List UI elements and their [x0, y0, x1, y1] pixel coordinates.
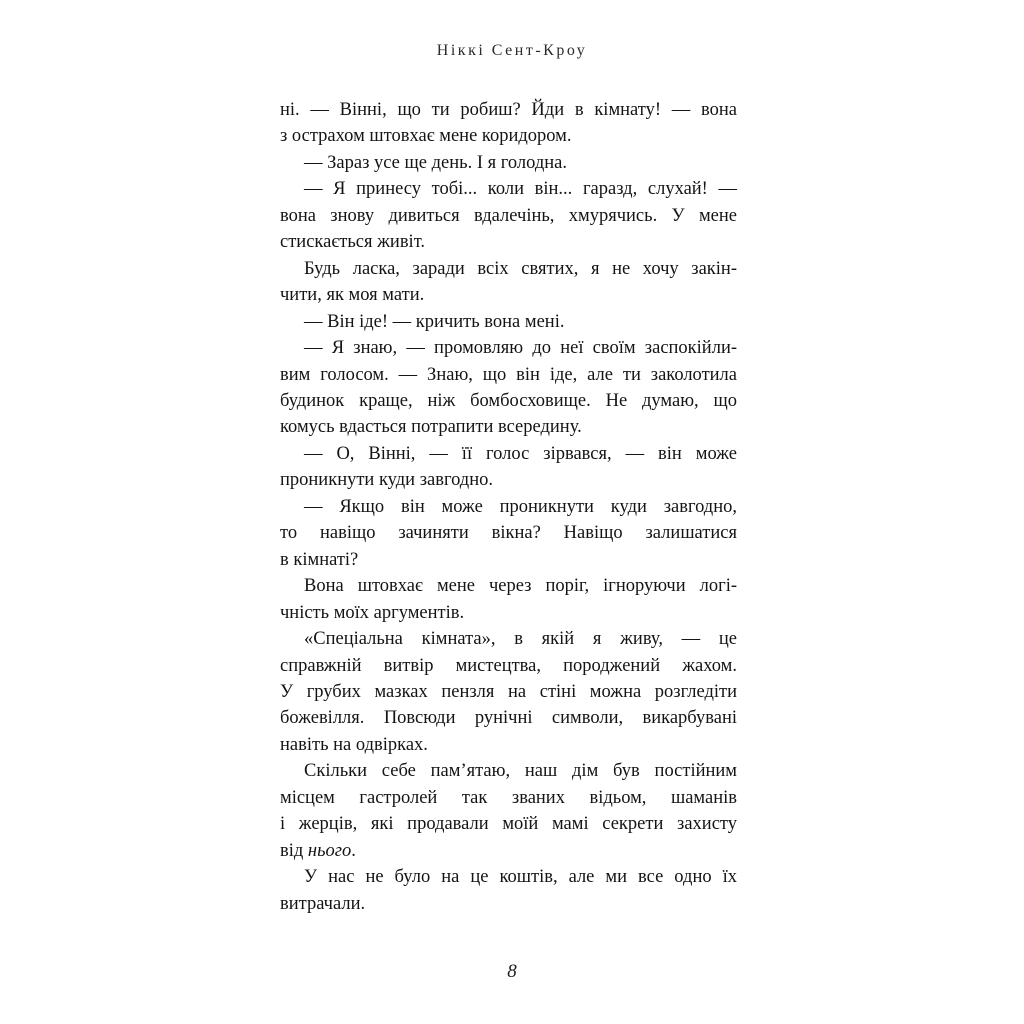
text-line: Вона штовхає мене через поріг, ігноруючи логі- — [304, 576, 737, 597]
text-line: місцем гастролей так званих відьом, шаманів — [280, 787, 737, 808]
text-line: вим голосом. — Знаю, що він іде, але ти заколотила — [280, 364, 737, 385]
text-line: в кімнаті? — [280, 549, 359, 570]
text-line: стискається живіт. — [280, 232, 426, 253]
text-line: — Зараз усе ще день. І я голодна. — [304, 152, 567, 173]
text-line: Будь ласка, заради всіх святих, я не хочу закін- — [304, 258, 737, 279]
text-line: Скільки себе пам’ятаю, наш дім був постійним — [304, 761, 737, 782]
text-line: справжній витвір мистецтва, породжений жахом. — [280, 655, 737, 676]
text-line: чити, як моя мати. — [280, 285, 425, 306]
text-line: — О, Вінні, — її голос зірвався, — він може — [304, 443, 737, 464]
text-line: — Я знаю, — промовляю до неї своїм заспокійли- — [304, 338, 737, 359]
text-line: ні. — Вінні, що ти робиш? Йди в кімнату! — вона — [280, 100, 737, 120]
text-line: проникнути куди завгодно. — [280, 470, 493, 491]
plain-text: . — [351, 840, 356, 861]
text-line: У грубих мазках пензля на стіні можна розгледіти — [280, 681, 737, 702]
text-line — [280, 838, 737, 864]
text-line: чність моїх аргументів. — [280, 602, 465, 623]
text-line: то навіщо зачиняти вікна? Навіщо залишатися — [280, 523, 737, 544]
text-line: «Спеціальна кімната», в якій я живу, — це — [304, 629, 737, 650]
text-line: — Я принесу тобі... коли він... гаразд, слухай! — — [304, 179, 737, 200]
text-block — [280, 97, 737, 917]
text-line: комусь вдасться потрапити всередину. — [280, 417, 582, 438]
plain-text: від — [280, 840, 308, 861]
text-line: витрачали. — [280, 893, 366, 914]
italic-text: нього — [307, 840, 352, 861]
text-line: божевілля. Повсюди рунічні символи, викарбувані — [280, 708, 737, 729]
text-line: У нас не було на це коштів, але ми все одно їх — [304, 867, 737, 888]
text-line: з острахом штовхає мене коридором. — [280, 126, 572, 147]
page-number: 8 — [507, 961, 517, 982]
text-line: будинок краще, ніж бомбосховище. Не думаю, що — [280, 390, 737, 411]
text-line: — Він іде! — кричить вона мені. — [304, 311, 565, 332]
running-header: Ніккі Сент-Кроу — [436, 42, 588, 59]
text-line: вона знову дивиться вдалечінь, хмурячись. У мене — [280, 205, 737, 226]
text-line: і жерців, які продавали моїй мамі секрети захисту — [280, 814, 737, 835]
text-line: — Якщо він може проникнути куди завгодно, — [304, 496, 737, 517]
text-line: навіть на одвірках. — [280, 734, 428, 755]
